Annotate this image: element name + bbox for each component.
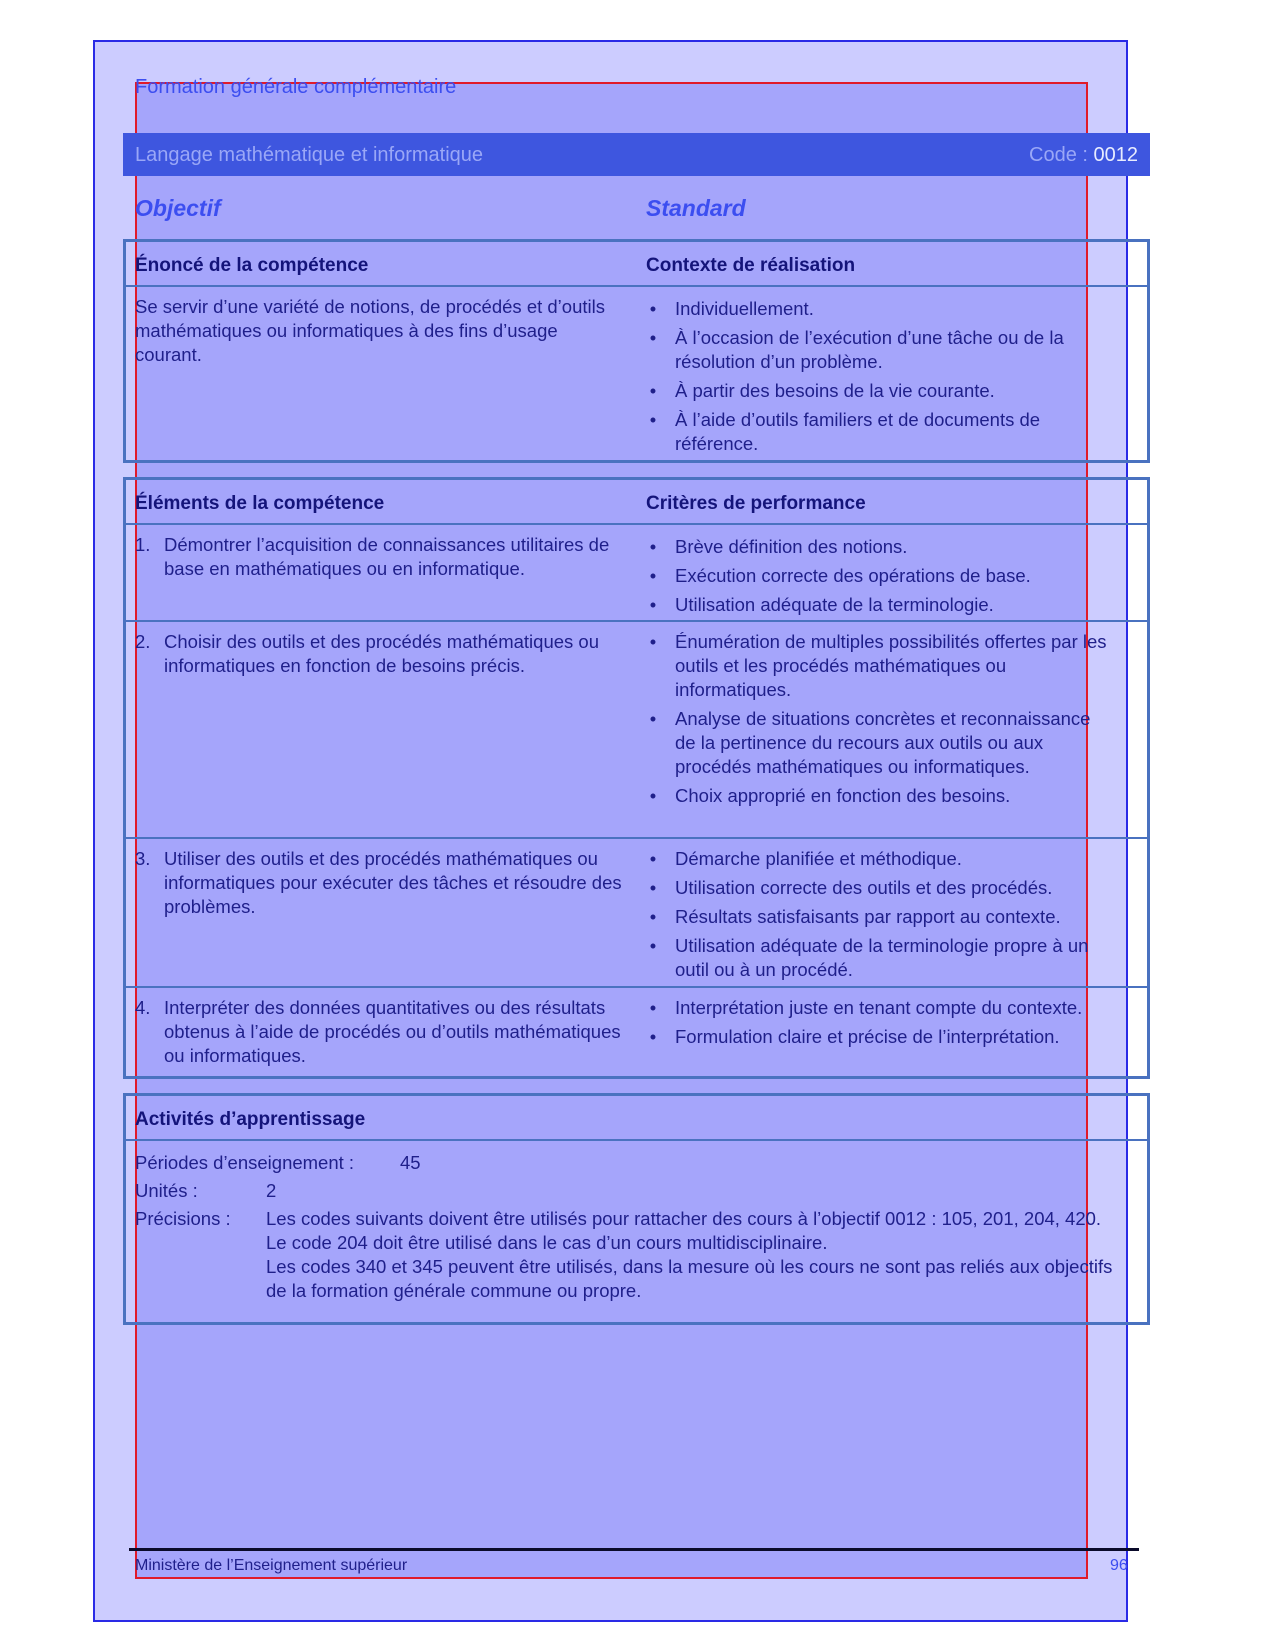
row-divider [126, 986, 1147, 988]
competence-statement: Se servir d’une variété de notions, de procédés et d’outils mathématiques ou informatiques à des fins d’usage courant. [135, 296, 605, 365]
bullet: • [649, 877, 657, 898]
bullet: • [649, 848, 657, 869]
row-divider [126, 837, 1147, 839]
elements-header: Éléments de la compétence [135, 493, 385, 514]
row-divider [126, 620, 1147, 622]
bullet: • [649, 594, 657, 615]
bullet: • [649, 565, 657, 586]
list-item: • Utilisation adéquate de la terminologie. [646, 593, 1126, 617]
bullet: • [649, 536, 657, 557]
element-2 [135, 630, 629, 678]
footer-rule [129, 1548, 1139, 1551]
list-item: • Analyse de situations concrètes et reconnaissance de la pertinence du recours aux outils ou aux procédés mathématiques ou informatiques. [646, 707, 1116, 779]
objective-heading: Objectif [135, 195, 221, 221]
element-text: Interpréter des données quantitatives ou des résultats obtenus à l’aide de procédés ou d’outils mathématiques ou informatiques. [164, 997, 621, 1066]
precisions-label: Précisions : [135, 1208, 231, 1229]
list-item: • Utilisation correcte des outils et des procédés. [646, 876, 1126, 900]
banner-code [1029, 144, 1138, 167]
context-list [646, 297, 1116, 461]
activities-box [123, 1093, 1150, 1325]
page-number: 96 [1110, 1557, 1128, 1574]
footer-ministry: Ministère de l’Enseignement supérieur [135, 1557, 408, 1574]
list-item: • Utilisation adéquate de la terminologie propre à un outil ou à un procédé. [646, 934, 1126, 982]
periods-label: Périodes d’enseignement : [135, 1152, 355, 1173]
bullet: • [649, 1026, 657, 1047]
precision-line: Les codes suivants doivent être utilisés pour rattacher des cours à l’objectif 0012 : 105, 201, 204, 420. [266, 1208, 1102, 1229]
list-item: • Interprétation juste en tenant compte du contexte. [646, 996, 1136, 1020]
bullet: • [649, 935, 657, 956]
banner-title: Langage mathématique et informatique [135, 144, 484, 166]
competence-box [123, 239, 1150, 463]
list-item: • Choix approprié en fonction des besoins. [646, 784, 1116, 808]
bullet: • [649, 997, 657, 1018]
list-item: • Formulation claire et précise de l’interprétation. [646, 1025, 1136, 1049]
element-number: 3. [135, 848, 151, 869]
bullet: • [649, 906, 657, 927]
row-divider [126, 523, 1147, 525]
units-label: Unités : [135, 1180, 198, 1201]
precision-line: Les codes 340 et 345 peuvent être utilisés, dans la mesure où les cours ne sont pas reliés aux objectifs de la formation générale commune ou propre. [266, 1256, 1113, 1301]
list-item: • Brève définition des notions. [646, 535, 1126, 559]
element-number: 2. [135, 631, 151, 652]
list-item: • À l’aide d’outils familiers et de documents de référence. [646, 408, 1116, 456]
elements-box [123, 477, 1150, 1079]
bullet: • [649, 785, 657, 806]
bullet: • [649, 327, 657, 348]
list-item: • À l’occasion de l’exécution d’une tâche ou de la résolution d’un problème. [646, 326, 1116, 374]
title-banner [123, 133, 1150, 176]
criteria-header: Critères de performance [646, 493, 866, 514]
element-number: 4. [135, 997, 151, 1018]
precision-line: Le code 204 doit être utilisé dans le cas d’un cours multidisciplinaire. [266, 1232, 828, 1253]
criteria-list-4 [646, 996, 1136, 1054]
periods-value: 45 [400, 1152, 421, 1173]
bullet: • [649, 631, 657, 652]
activities-header: Activités d’apprentissage [135, 1109, 366, 1130]
bullet: • [649, 380, 657, 401]
criteria-list-1 [646, 535, 1126, 622]
standard-heading: Standard [646, 195, 746, 221]
criteria-list-3 [646, 847, 1126, 987]
list-item: • Individuellement. [646, 297, 1116, 321]
units-value: 2 [266, 1180, 277, 1201]
context-header: Contexte de réalisation [646, 255, 856, 276]
element-text: Démontrer l’acquisition de connaissances utilitaires de base en mathématiques ou en informatique. [164, 534, 610, 579]
row-divider [126, 1139, 1147, 1141]
code-label: Code : [1029, 144, 1088, 166]
list-item: • Énumération de multiples possibilités offertes par les outils et les procédés mathématiques ou informatiques. [646, 630, 1116, 702]
competence-header: Énoncé de la compétence [135, 255, 369, 276]
pre-title: Formation générale complémentaire [135, 76, 457, 98]
bullet: • [649, 409, 657, 430]
list-item: • Exécution correcte des opérations de base. [646, 564, 1126, 588]
list-item: • Résultats satisfaisants par rapport au contexte. [646, 905, 1126, 929]
code-value: 0012 [1093, 144, 1138, 166]
bullet: • [649, 708, 657, 729]
element-text: Choisir des outils et des procédés mathématiques ou informatiques en fonction de besoins précis. [164, 631, 599, 676]
list-item: • À partir des besoins de la vie courante. [646, 379, 1116, 403]
criteria-list-2 [646, 630, 1116, 813]
bullet: • [649, 298, 657, 319]
element-number: 1. [135, 534, 151, 555]
element-1 [135, 533, 624, 581]
element-text: Utiliser des outils et des procédés mathématiques ou informatiques pour exécuter des tâches et résoudre des problèmes. [164, 848, 622, 917]
precisions-text [266, 1207, 1126, 1303]
row-divider [126, 285, 1147, 287]
list-item: • Démarche planifiée et méthodique. [646, 847, 1126, 871]
element-3 [135, 847, 629, 919]
element-4 [135, 996, 629, 1068]
